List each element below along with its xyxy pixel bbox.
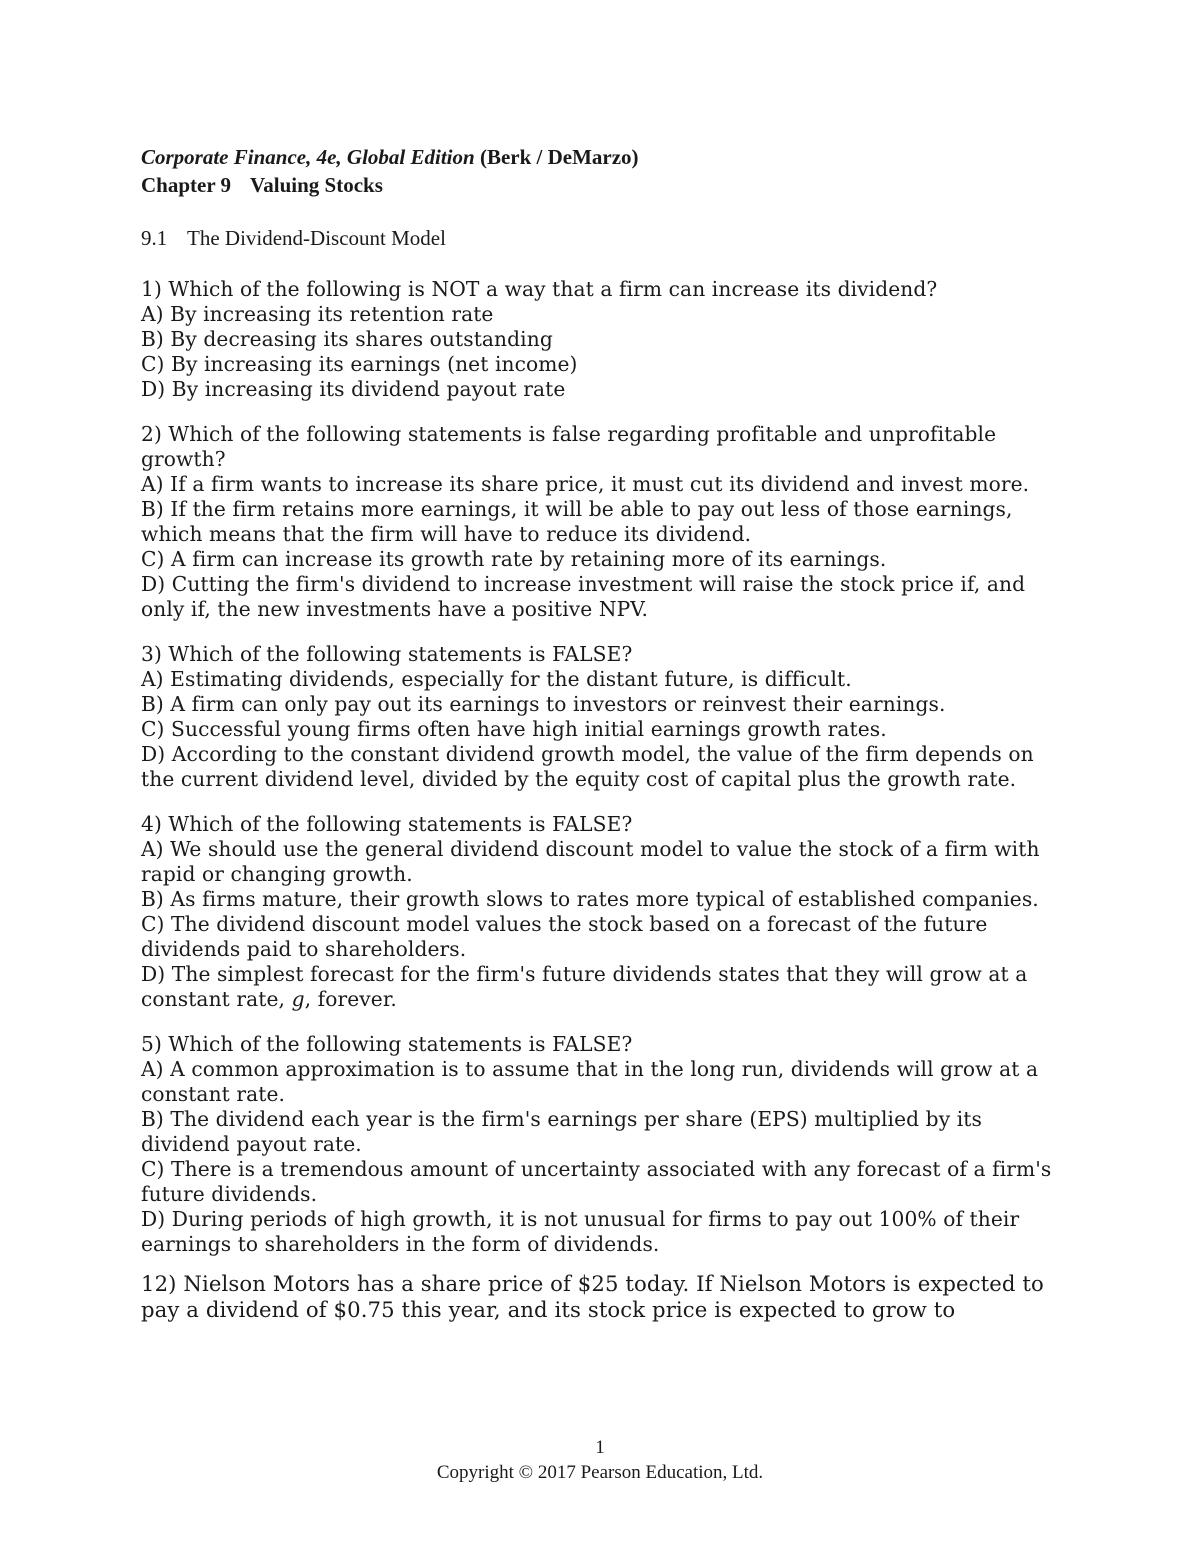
- answer-option-d: D) During periods of high growth, it is not unusual for firms to pay out 100% of their earnings to shareholders in the form of dividends.: [141, 1207, 1020, 1256]
- book-title: Corporate Finance, 4e, Global Edition: [141, 145, 475, 169]
- copyright-notice: Copyright © 2017 Pearson Education, Ltd.: [436, 1462, 764, 1483]
- answer-option-b: B) By decreasing its shares outstanding: [141, 327, 553, 351]
- answer-option-a: A) If a firm wants to increase its share price, it must cut its dividend and invest more.: [141, 472, 1030, 496]
- answer-option-d: D) The simplest forecast for the firm's future dividends states that they will grow at a constant rate, g, forever.: [141, 962, 1028, 1011]
- answer-option-a: A) We should use the general dividend discount model to value the stock of a firm with rapid or changing growth.: [141, 837, 1040, 886]
- answer-option-d: D) Cutting the firm's dividend to increase investment will raise the stock price if, and only if, the new investments have a positive NPV.: [141, 572, 1026, 621]
- growth-variable: g: [291, 987, 305, 1011]
- question-2: [141, 422, 1061, 622]
- answer-option-b: B) As firms mature, their growth slows to rates more typical of established companies.: [141, 887, 1039, 911]
- book-authors: (Berk / DeMarzo): [479, 145, 639, 169]
- question-text: 3) Which of the following statements is FALSE?: [141, 642, 633, 666]
- question-4: [141, 812, 1061, 1012]
- question-text: 4) Which of the following statements is FALSE?: [141, 812, 633, 836]
- question-3: [141, 642, 1061, 792]
- answer-option-d: D) By increasing its dividend payout rate: [141, 377, 566, 401]
- answer-option-c: C) There is a tremendous amount of uncertainty associated with any forecast of a firm's future dividends.: [141, 1157, 1052, 1206]
- answer-option-a: A) A common approximation is to assume that in the long run, dividends will grow at a constant rate.: [141, 1057, 1039, 1106]
- chapter-heading: [141, 171, 639, 199]
- question-text: 5) Which of the following statements is FALSE?: [141, 1032, 633, 1056]
- answer-option-a: A) Estimating dividends, especially for the distant future, is difficult.: [141, 667, 852, 691]
- chapter-title: Valuing Stocks: [250, 173, 383, 197]
- document-header: [141, 143, 639, 199]
- question-5: [141, 1032, 1061, 1257]
- section-heading: [141, 224, 446, 252]
- section-title: The Dividend-Discount Model: [187, 226, 446, 250]
- section-number: 9.1: [141, 226, 168, 250]
- answer-option-b: B) A firm can only pay out its earnings to investors or reinvest their earnings.: [141, 692, 946, 716]
- page-number: 1: [595, 1437, 605, 1458]
- answer-option-a: A) By increasing its retention rate: [141, 302, 494, 326]
- answer-option-c: C) By increasing its earnings (net income): [141, 352, 578, 376]
- answer-option-c: C) The dividend discount model values the stock based on a forecast of the future dividends paid to shareholders.: [141, 912, 988, 961]
- answer-option-c: C) Successful young firms often have high initial earnings growth rates.: [141, 717, 887, 741]
- answer-option-d: D) According to the constant dividend growth model, the value of the firm depends on the current dividend level, divided by the equity cost of capital plus the growth rate.: [141, 742, 1034, 791]
- chapter-number: Chapter 9: [141, 173, 232, 197]
- question-list: [141, 277, 1061, 1343]
- question-1: [141, 277, 1061, 402]
- question-12: [141, 1271, 1061, 1323]
- question-text: 1) Which of the following is NOT a way that a firm can increase its dividend?: [141, 277, 938, 301]
- answer-option-c: C) A firm can increase its growth rate by retaining more of its earnings.: [141, 547, 887, 571]
- answer-option-b: B) If the firm retains more earnings, it will be able to pay out less of those earnings, which means that the firm will have to reduce its dividend.: [141, 497, 1013, 546]
- question-text: 12) Nielson Motors has a share price of $25 today. If Nielson Motors is expected to pay a dividend of $0.75 this year, and its stock price is expected to grow to: [141, 1271, 1044, 1322]
- question-text: 2) Which of the following statements is false regarding profitable and unprofitable growth?: [141, 422, 997, 471]
- answer-option-b: B) The dividend each year is the firm's earnings per share (EPS) multiplied by its dividend payout rate.: [141, 1107, 982, 1156]
